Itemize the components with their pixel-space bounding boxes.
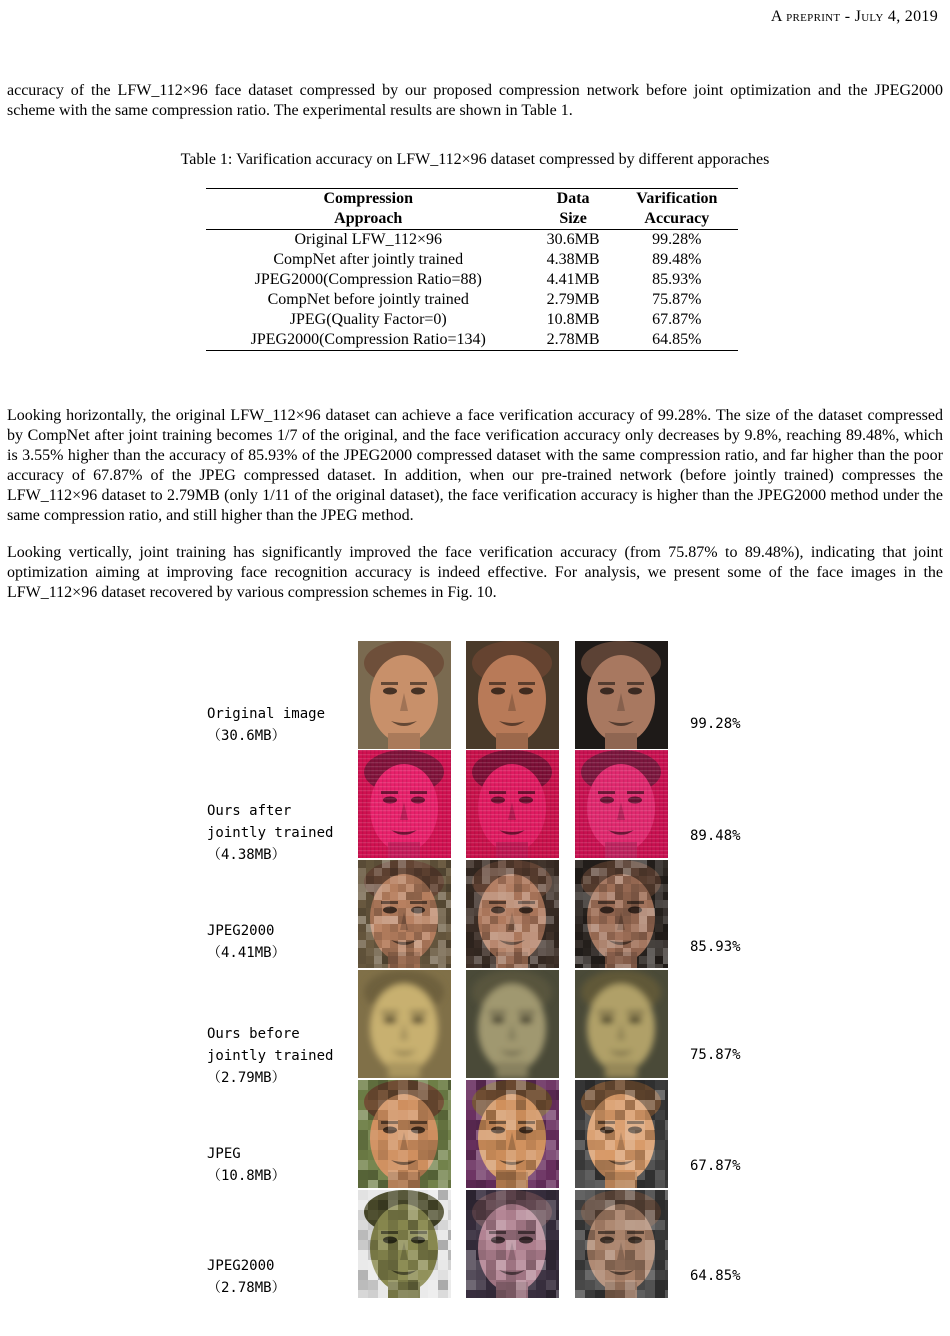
face-image	[466, 970, 559, 1078]
figure-row-label: JPEG （10.8MB）	[207, 1146, 286, 1184]
face-image	[575, 860, 668, 968]
figure-row-label: Original image （30.6MB）	[207, 706, 326, 744]
face-comparison-figure	[0, 641, 950, 1331]
face-image	[358, 750, 451, 858]
face-image	[466, 1190, 559, 1298]
figure-row-accuracy: 75.87%	[690, 1047, 741, 1063]
figure-row	[0, 970, 950, 1086]
table-row	[206, 310, 738, 330]
table-row	[206, 330, 738, 351]
table-row	[206, 230, 738, 251]
face-image	[575, 1190, 668, 1298]
cell-approach: CompNet after jointly trained	[273, 251, 464, 268]
cell-size: 4.38MB	[546, 251, 600, 268]
table-caption: Table 1: Varification accuracy on LFW_112×96 dataset compressed by different apporaches	[180, 151, 770, 168]
paragraph-vertical: Looking vertically, joint training has significantly improved the face verification accuracy (from 75.87% to 89.48%), indicating that joint optimization aiming at improving face recognition accuracy is indeed effective. For analysis, we present some of the face images in the LFW_112×96 dataset recovered by various compression schemes in Fig. 10.	[7, 544, 943, 601]
cell-size: 2.78MB	[546, 331, 600, 348]
figure-row-accuracy: 67.87%	[690, 1158, 741, 1174]
cell-approach: CompNet before jointly trained	[267, 291, 469, 308]
cell-accuracy: 64.85%	[652, 331, 702, 348]
figure-row-label: JPEG2000 （2.78MB）	[207, 1258, 286, 1296]
paragraph-intro: accuracy of the LFW_112×96 face dataset compressed by our proposed compression network before joint optimization and the JPEG2000 scheme with the same compression ratio. The experimental results are shown in Table 1.	[7, 82, 943, 119]
cell-accuracy: 85.93%	[652, 271, 702, 288]
figure-row	[0, 1190, 950, 1298]
cell-approach: JPEG2000(Compression Ratio=88)	[254, 271, 482, 288]
face-image	[358, 641, 451, 749]
figure-row	[0, 1080, 950, 1188]
cell-accuracy: 89.48%	[652, 251, 702, 268]
figure-row-accuracy: 99.28%	[690, 716, 741, 732]
header-size: Data Size	[556, 190, 590, 227]
cell-accuracy: 99.28%	[652, 231, 702, 248]
figure-row-label: JPEG2000 （4.41MB）	[207, 923, 286, 961]
header-approach: Compression Approach	[323, 190, 413, 227]
cell-approach: Original LFW_112×96	[294, 231, 443, 248]
table-row	[206, 250, 738, 270]
table-row	[206, 270, 738, 290]
face-image	[575, 641, 668, 749]
figure-row	[0, 641, 950, 749]
paragraph-horizontal: Looking horizontally, the original LFW_112×96 dataset can achieve a face verification accuracy of 99.28%. The size of the dataset compressed by CompNet after joint training becomes 1/7 of the original, and the face verification accuracy only decreases by 9.8%, reaching 89.48%, which is 3.55% higher than the accuracy of 85.93% of the JPEG2000 compressed dataset with the same compression ratio, and far higher than the poor accuracy of 67.87% of the JPEG compressed dataset. In addition, when our pre-trained network (before jointly trained) compresses the LFW_112×96 dataset to 2.79MB (only 1/11 of the original dataset), the face verification accuracy is higher than the JPEG2000 method under the same compression ratio, and still higher than the JPEG method.	[7, 407, 943, 524]
figure-row-accuracy: 85.93%	[690, 939, 741, 955]
face-image	[358, 860, 451, 968]
table-row	[206, 290, 738, 310]
cell-size: 4.41MB	[546, 271, 600, 288]
face-image	[466, 860, 559, 968]
figure-row	[0, 860, 950, 968]
face-image	[575, 750, 668, 858]
header-accuracy: Varification Accuracy	[636, 190, 718, 227]
cell-accuracy: 75.87%	[652, 291, 702, 308]
results-table	[206, 188, 738, 351]
cell-accuracy: 67.87%	[652, 311, 702, 328]
figure-row-accuracy: 89.48%	[690, 828, 741, 844]
face-image	[466, 750, 559, 858]
figure-row	[0, 750, 950, 863]
cell-size: 2.79MB	[546, 291, 600, 308]
running-header: A preprint - July 4, 2019	[770, 8, 938, 25]
figure-row-label: Ours after jointly trained （4.38MB）	[207, 803, 334, 863]
cell-approach: JPEG(Quality Factor=0)	[289, 311, 447, 328]
cell-approach: JPEG2000(Compression Ratio=134)	[250, 331, 486, 348]
face-image	[466, 1080, 559, 1188]
face-image	[466, 641, 559, 749]
figure-row-label: Ours before jointly trained （2.79MB）	[207, 1026, 334, 1086]
cell-size: 30.6MB	[546, 231, 600, 248]
figure-row-accuracy: 64.85%	[690, 1268, 741, 1284]
face-image	[575, 1080, 668, 1188]
face-image	[575, 970, 668, 1078]
table-header-row	[206, 189, 738, 230]
face-image	[358, 1080, 451, 1188]
cell-size: 10.8MB	[546, 311, 600, 328]
face-image	[358, 1190, 451, 1298]
face-image	[358, 970, 451, 1078]
